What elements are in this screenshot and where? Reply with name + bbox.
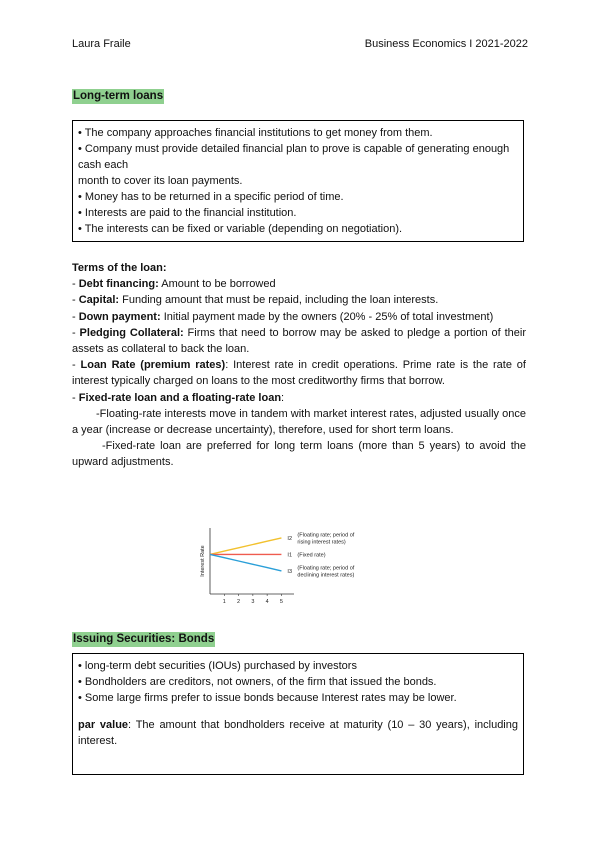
series-name-i1: I1 [287, 552, 293, 559]
series-name-i2: I2 [287, 535, 293, 542]
bullet: • The interests can be fixed or variable (depending on negotiation). [78, 223, 403, 235]
fixed-note: -Fixed-rate loan are preferred for long term loans (more than 5 years) to avoid the upward adjustments. [72, 440, 526, 469]
interest-rate-chart [196, 520, 386, 612]
header-author: Laura Fraile [72, 38, 131, 50]
bullet: • The company approaches financial institutions to get money from them. [78, 127, 433, 139]
long-term-loans-box [72, 120, 524, 242]
series-label-i1: (Fixed rate) [297, 552, 326, 559]
term-item: - Capital: Funding amount that must be repaid, including the loan interests. [72, 294, 439, 307]
series-name-i3: I3 [287, 568, 293, 575]
term-item: - Fixed-rate loan and a floating-rate loan: [72, 391, 285, 404]
section-title-bonds: Issuing Securities: Bonds [73, 633, 215, 645]
term-item: - Down payment: Initial payment made by the owners (20% - 25% of total investment) [72, 310, 494, 323]
par-value-definition: par value: The amount that bondholders receive at maturity (10 – 30 years), including interest. [78, 719, 518, 747]
header-course: Business Economics I 2021-2022 [364, 38, 528, 50]
bullet: • Money has to be returned in a specific period of time. [78, 191, 344, 203]
bullet: • Company must provide detailed financial plan to prove is capable of generating enough cash each [78, 143, 510, 171]
bonds-box [72, 653, 524, 775]
x-tick-label: 2 [237, 599, 241, 605]
x-tick-label: 5 [279, 599, 283, 605]
terms-title: Terms of the loan: [72, 262, 167, 274]
bullet: • Bondholders are creditors, not owners, of the firm that issued the bonds. [78, 676, 437, 688]
bullet: • Interests are paid to the financial institution. [78, 207, 297, 219]
bullet: month to cover its loan payments. [78, 175, 243, 187]
term-item: - Loan Rate (premium rates): Interest rate in credit operations. Prime rate is the rate of interest typically charged on loans to the most creditworthy firms that borrow. [72, 359, 526, 388]
terms-of-loan [72, 260, 526, 471]
x-tick-label: 3 [251, 599, 255, 605]
y-axis-label: Interest Rate [200, 545, 206, 577]
x-tick-label: 1 [222, 599, 226, 605]
section-title-long-term-loans: Long-term loans [73, 90, 164, 102]
floating-note: -Floating-rate interests move in tandem with market interest rates, adjusted usually once a year (increase or decrease uncertainty), therefore, used for short term loans. [72, 407, 526, 437]
series-label-i2: (Floating rate; period of rising interest rates) [297, 532, 355, 546]
series-line-i3 [210, 554, 281, 571]
series-line-i2 [210, 538, 281, 555]
x-tick-label: 4 [265, 599, 269, 605]
term-item: - Pledging Collateral: Firms that need to borrow may be asked to pledge a portion of their assets as collateral to back the loan. [72, 326, 526, 356]
series-label-i3: (Floating rate; period of declining interest rates) [297, 565, 355, 579]
bullet: • long-term debt securities (IOUs) purchased by investors [78, 660, 357, 672]
term-item: - Debt financing: Amount to be borrowed [72, 278, 276, 291]
bullet: • Some large firms prefer to issue bonds because Interest rates may be lower. [78, 692, 457, 704]
